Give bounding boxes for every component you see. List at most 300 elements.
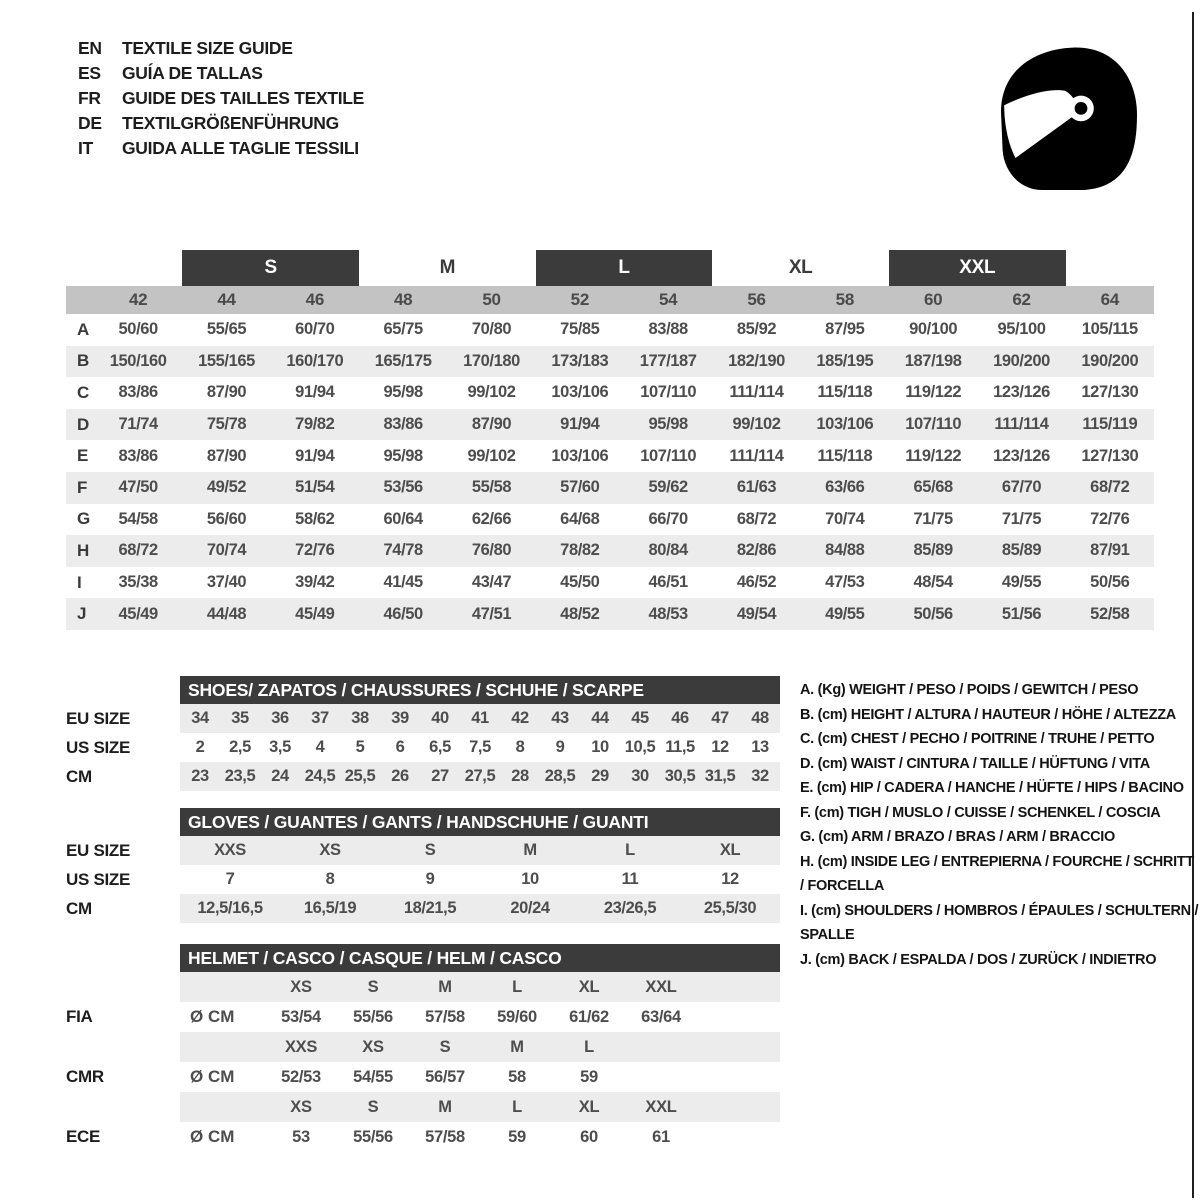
measurement-value: 60/70 xyxy=(295,320,335,339)
language-row xyxy=(78,86,364,111)
measurement-value: 185/195 xyxy=(816,351,874,370)
helmet-values-band xyxy=(180,1002,780,1032)
measurement-value: 45/49 xyxy=(118,604,158,623)
measurement-value: 85/92 xyxy=(736,320,777,339)
numeric-size: 42 xyxy=(129,290,148,309)
measurement-value: 46/52 xyxy=(736,573,777,592)
legend-item: J. (cm) BACK / ESPALDA / DOS / ZURÜCK / INDIETRO xyxy=(800,951,1157,968)
helmet-values-band xyxy=(180,1062,780,1092)
measurement-value: 60/64 xyxy=(383,509,423,528)
shoes-size-value: 48 xyxy=(751,709,769,727)
measurement-value: 95/98 xyxy=(383,383,423,402)
gloves-size-value: 9 xyxy=(425,870,435,888)
shoes-row-values xyxy=(180,733,780,762)
helmet-size-label: XXL xyxy=(645,1097,677,1116)
size-group-label: M xyxy=(439,257,456,278)
measurement-row xyxy=(66,567,1154,599)
numeric-size: 54 xyxy=(659,290,678,309)
shoes-size-value: 46 xyxy=(671,709,689,727)
language-code: FR xyxy=(78,88,101,108)
shoes-size-value: 28 xyxy=(511,767,529,785)
numeric-size: 46 xyxy=(305,290,324,309)
shoes-size-value: 40 xyxy=(431,709,449,727)
measurement-value: 39/42 xyxy=(295,573,335,592)
measurement-value: 48/53 xyxy=(648,604,688,623)
measurement-value: 83/86 xyxy=(118,446,158,465)
helmet-size-label: S xyxy=(367,1097,379,1116)
gloves-size-value: 8 xyxy=(325,870,335,888)
gloves-size-value: L xyxy=(625,841,635,859)
numeric-size: 64 xyxy=(1100,290,1119,309)
measurement-value: 182/190 xyxy=(728,351,785,370)
measurement-value: 173/183 xyxy=(551,351,609,370)
measurement-value: 75/85 xyxy=(560,320,600,339)
diameter-label: Ø CM xyxy=(190,1127,235,1146)
measurement-value: 70/80 xyxy=(471,320,512,339)
shoes-size-value: 2 xyxy=(195,738,205,756)
helmet-size-value: 63/64 xyxy=(641,1007,681,1026)
shoes-table-title: SHOES/ ZAPATOS / CHAUSSURES / SCHUHE / SCARPE xyxy=(180,676,780,704)
measurement-value: 111/114 xyxy=(729,383,784,402)
numeric-size: 60 xyxy=(924,290,943,309)
language-code: IT xyxy=(78,138,93,158)
helmet-size-value: 61 xyxy=(652,1127,670,1146)
shoes-size-value: 35 xyxy=(231,709,249,727)
measurement-value: 119/122 xyxy=(905,446,962,465)
shoes-size-value: 47 xyxy=(711,709,729,727)
measurement-row xyxy=(66,535,1154,567)
helmet-size-label: XXS xyxy=(284,1037,318,1056)
measurement-value: 58/62 xyxy=(295,509,335,528)
gloves-size-value: XXS xyxy=(214,841,246,859)
shoes-size-value: 5 xyxy=(355,738,365,756)
shoes-size-value: 32 xyxy=(751,767,769,785)
legend-item: G. (cm) ARM / BRAZO / BRAS / ARM / BRACCIO xyxy=(800,829,1115,845)
helmet-size-label: XS xyxy=(362,1037,384,1056)
measurement-row-label: H xyxy=(77,540,90,560)
shoes-size-value: 12 xyxy=(711,738,729,756)
measurement-value: 68/72 xyxy=(118,541,158,560)
measurement-value: 90/100 xyxy=(909,320,958,339)
helmet-sizes-band xyxy=(180,1032,780,1062)
racing-helmet-icon xyxy=(975,38,1155,198)
shoes-size-value: 34 xyxy=(191,709,209,727)
shoes-size-value: 28,5 xyxy=(544,767,576,785)
measurement-value: 78/82 xyxy=(560,541,600,560)
measurement-value: 46/50 xyxy=(383,604,423,623)
helmet-size-value: 59 xyxy=(508,1127,526,1146)
helmet-sizes-gutter xyxy=(66,1032,180,1062)
gloves-title-row xyxy=(66,808,780,836)
helmet-sizes-gutter xyxy=(66,1092,180,1122)
shoes-size-value: 30,5 xyxy=(664,767,696,785)
measurement-value: 107/110 xyxy=(640,446,697,465)
measurement-value: 62/66 xyxy=(471,509,512,528)
measurement-value: 91/94 xyxy=(560,415,600,434)
gloves-row-label: CM xyxy=(66,898,92,918)
measurement-value: 63/66 xyxy=(825,478,865,497)
measurement-value: 72/76 xyxy=(1090,509,1130,528)
helmet-size-label: M xyxy=(438,977,452,996)
measurement-value: 51/54 xyxy=(295,478,335,497)
measurement-row xyxy=(66,598,1154,630)
measurement-value: 103/106 xyxy=(816,415,874,434)
helmet-size-value: 57/58 xyxy=(425,1127,465,1146)
measurement-value: 47/53 xyxy=(825,573,865,592)
measurement-value: 49/55 xyxy=(1001,573,1042,592)
shoes-size-value: 44 xyxy=(591,709,609,727)
helmet-size-value: 53/54 xyxy=(281,1007,321,1026)
measurement-value: 85/89 xyxy=(913,541,953,560)
measurement-value: 64/68 xyxy=(560,509,600,528)
shoes-size-value: 24 xyxy=(271,767,289,785)
measurement-row-label: F xyxy=(77,477,88,497)
measurement-row-label: J xyxy=(77,604,87,624)
language-code: EN xyxy=(78,38,102,58)
helmet-size-value: 58 xyxy=(508,1067,526,1086)
measurement-value: 105/115 xyxy=(1081,320,1138,339)
gloves-size-value: 23/26,5 xyxy=(603,899,657,917)
measurement-value: 43/47 xyxy=(471,573,512,592)
helmet-size-value: 60 xyxy=(580,1127,598,1146)
measurement-value: 165/175 xyxy=(374,351,432,370)
gloves-size-value: 10 xyxy=(521,870,539,888)
size-group-label: L xyxy=(536,250,713,286)
measurement-value: 61/63 xyxy=(736,478,777,497)
shoes-size-value: 7,5 xyxy=(469,738,491,756)
measurement-value: 83/88 xyxy=(648,320,688,339)
measurement-value: 70/74 xyxy=(825,509,865,528)
measurement-value: 35/38 xyxy=(118,573,158,592)
measurement-value: 111/114 xyxy=(994,415,1049,434)
shoes-size-value: 2,5 xyxy=(229,738,251,756)
helmet-size-value: 56/57 xyxy=(425,1067,465,1086)
measurement-value: 99/102 xyxy=(467,383,516,402)
measurement-value: 47/51 xyxy=(471,604,512,623)
shoes-title-gutter xyxy=(66,676,180,704)
measurement-value: 87/95 xyxy=(825,320,865,339)
measurement-value: 87/90 xyxy=(471,415,512,434)
helmet-size-label: XL xyxy=(578,1097,600,1116)
measurement-value: 80/84 xyxy=(648,541,688,560)
measurement-value: 67/70 xyxy=(1001,478,1042,497)
measurement-value: 45/50 xyxy=(560,573,600,592)
measurement-value: 84/88 xyxy=(825,541,865,560)
measurement-value: 71/75 xyxy=(913,509,953,528)
helmet-size-label: M xyxy=(510,1037,524,1056)
measurement-value: 83/86 xyxy=(118,383,158,402)
gloves-size-value: 20/24 xyxy=(510,899,550,917)
measurement-row xyxy=(66,346,1154,378)
gloves-table-title: GLOVES / GUANTES / GANTS / HANDSCHUHE / GUANTI xyxy=(180,808,780,836)
shoes-size-value: 29 xyxy=(591,767,609,785)
shoes-size-value: 30 xyxy=(631,767,649,785)
helmet-title-row xyxy=(66,944,780,972)
measurement-value: 49/52 xyxy=(206,478,247,497)
measurement-value: 99/102 xyxy=(467,446,516,465)
measurement-value: 53/56 xyxy=(383,478,423,497)
shoes-size-value: 10,5 xyxy=(624,738,656,756)
shoes-size-value: 41 xyxy=(471,709,489,727)
legend-item: I. (cm) SHOULDERS / HOMBROS / ÉPAULES / SCHULTERN / SPALLE xyxy=(800,902,1199,943)
gloves-size-value: 25,5/30 xyxy=(703,899,757,917)
measurement-value: 44/48 xyxy=(206,604,247,623)
numeric-size: 52 xyxy=(570,290,589,309)
helmet-size-value: 55/56 xyxy=(353,1127,393,1146)
numeric-size: 58 xyxy=(835,290,854,309)
gloves-size-value: 16,5/19 xyxy=(303,899,357,917)
measurement-value: 95/100 xyxy=(997,320,1046,339)
shoes-title-row xyxy=(66,676,780,704)
shoes-size-value: 39 xyxy=(391,709,409,727)
helmet-sizes-row xyxy=(66,972,780,1002)
gloves-row-values xyxy=(180,865,780,894)
shoes-size-value: 3,5 xyxy=(269,738,291,756)
shoes-row xyxy=(66,733,780,762)
helmet-size-label: S xyxy=(439,1037,451,1056)
helmet-values-band xyxy=(180,1122,780,1152)
numeric-size-row xyxy=(66,286,1154,314)
legend-item: D. (cm) WAIST / CINTURA / TAILLE / HÜFTUNG / VITA xyxy=(800,755,1150,772)
shoes-size-value: 36 xyxy=(271,709,289,727)
page-edge-rule xyxy=(1192,12,1194,1198)
helmet-size-label: XL xyxy=(578,977,600,996)
shoes-row-label: EU SIZE xyxy=(66,708,131,728)
gloves-row xyxy=(66,865,780,894)
measurement-value: 99/102 xyxy=(732,415,781,434)
helmet-sizes-row xyxy=(66,1092,780,1122)
helmet-size-label: L xyxy=(512,1097,522,1116)
helmet-size-value: 53 xyxy=(292,1127,310,1146)
measurement-value: 115/118 xyxy=(817,446,873,465)
size-group-label: S xyxy=(182,250,359,286)
measurement-value: 66/70 xyxy=(648,509,688,528)
measurement-value: 87/90 xyxy=(206,383,247,402)
measurement-value: 115/119 xyxy=(1082,415,1138,434)
helmet-size-value: 59/60 xyxy=(497,1007,537,1026)
measurement-row xyxy=(66,377,1154,409)
size-group-label: XXL xyxy=(889,250,1066,286)
measurement-value: 50/56 xyxy=(913,604,953,623)
shoes-size-value: 27,5 xyxy=(464,767,496,785)
shoes-size-value: 25,5 xyxy=(344,767,376,785)
language-code: ES xyxy=(78,63,101,83)
measurement-value: 111/114 xyxy=(729,446,784,465)
size-group-label: XL xyxy=(788,257,813,278)
helmet-size-label: XXL xyxy=(645,977,677,996)
helmet-size-label: L xyxy=(512,977,522,996)
measurement-value: 85/89 xyxy=(1001,541,1042,560)
numeric-size: 44 xyxy=(217,290,236,309)
measurement-value: 72/76 xyxy=(295,541,335,560)
helmet-sizes-band xyxy=(180,1092,780,1122)
guide-title: GUIDA ALLE TAGLIE TESSILI xyxy=(122,138,359,158)
measurement-value: 83/86 xyxy=(383,415,423,434)
gloves-size-value: 18/21,5 xyxy=(403,899,457,917)
language-row xyxy=(78,36,364,61)
measurement-row-label: G xyxy=(77,509,91,529)
measurement-value: 79/82 xyxy=(295,415,335,434)
shoes-size-value: 4 xyxy=(315,738,325,756)
measurement-value: 50/60 xyxy=(118,320,158,339)
measurement-value: 48/54 xyxy=(913,573,953,592)
measurement-value: 37/40 xyxy=(206,573,247,592)
measurement-value: 55/65 xyxy=(206,320,247,339)
shoes-size-value: 23 xyxy=(191,767,209,785)
measurement-value: 71/75 xyxy=(1001,509,1042,528)
textile-size-table xyxy=(66,250,1154,630)
gloves-size-value: 12 xyxy=(721,870,739,888)
measurement-value: 57/60 xyxy=(560,478,600,497)
size-group-row xyxy=(66,250,1154,286)
legend-item: B. (cm) HEIGHT / ALTURA / HAUTEUR / HÖHE / ALTEZZA xyxy=(800,706,1176,723)
gloves-size-value: XL xyxy=(719,841,741,859)
measurement-value: 95/98 xyxy=(383,446,423,465)
shoes-size-table xyxy=(66,676,780,791)
gloves-row xyxy=(66,894,780,923)
measurement-value: 46/51 xyxy=(648,573,688,592)
language-code: DE xyxy=(78,113,102,133)
shoes-row-values xyxy=(180,762,780,791)
diameter-label: Ø CM xyxy=(190,1067,235,1086)
language-row xyxy=(78,61,364,86)
measurement-value: 51/56 xyxy=(1001,604,1042,623)
measurement-value: 87/91 xyxy=(1090,541,1130,560)
shoes-size-value: 24,5 xyxy=(304,767,336,785)
gloves-row-values xyxy=(180,894,780,923)
shoes-size-value: 23,5 xyxy=(224,767,256,785)
measurement-value: 82/86 xyxy=(736,541,777,560)
language-header xyxy=(78,36,364,161)
measurement-value: 50/56 xyxy=(1090,573,1130,592)
measurement-row xyxy=(66,472,1154,504)
helmet-standard-label: CMR xyxy=(66,1067,104,1086)
measurement-value: 52/58 xyxy=(1090,604,1130,623)
measurement-value: 49/54 xyxy=(736,604,777,623)
measurement-value: 119/122 xyxy=(905,383,962,402)
measurement-value: 155/165 xyxy=(198,351,255,370)
measurement-row xyxy=(66,504,1154,536)
gloves-row-values xyxy=(180,836,780,865)
guide-title: GUIDE DES TAILLES TEXTILE xyxy=(122,88,365,108)
helmet-table-title: HELMET / CASCO / CASQUE / HELM / CASCO xyxy=(180,944,780,972)
measurement-legend xyxy=(800,678,1200,972)
numeric-size: 48 xyxy=(394,290,413,309)
measurement-value: 68/72 xyxy=(1090,478,1130,497)
measurement-value: 48/52 xyxy=(560,604,600,623)
measurement-value: 41/45 xyxy=(383,573,423,592)
measurement-value: 150/160 xyxy=(109,351,167,370)
measurement-value: 70/74 xyxy=(206,541,247,560)
measurement-value: 127/130 xyxy=(1081,446,1139,465)
language-row xyxy=(78,136,364,161)
measurement-row xyxy=(66,314,1154,346)
guide-title: GUÍA DE TALLAS xyxy=(122,63,263,83)
guide-title: TEXTILGRÖßENFÜHRUNG xyxy=(122,113,339,133)
measurement-value: 177/187 xyxy=(639,351,697,370)
helmet-standard-label: FIA xyxy=(66,1007,93,1026)
measurement-value: 76/80 xyxy=(471,541,512,560)
shoes-size-value: 6 xyxy=(395,738,405,756)
measurement-row-label: B xyxy=(77,351,90,371)
shoes-size-value: 8 xyxy=(515,738,525,756)
helmet-values-row xyxy=(66,1122,780,1152)
helmet-size-value: 54/55 xyxy=(353,1067,393,1086)
measurement-row-label: I xyxy=(77,572,82,592)
helmet-title-gutter xyxy=(66,944,180,972)
measurement-value: 49/55 xyxy=(825,604,865,623)
numeric-size: 56 xyxy=(747,290,766,309)
legend-item: F. (cm) TIGH / MUSLO / CUISSE / SCHENKEL / COSCIA xyxy=(800,804,1161,821)
shoes-size-value: 6,5 xyxy=(429,738,451,756)
helmet-size-label: M xyxy=(438,1097,452,1116)
gloves-row xyxy=(66,836,780,865)
gloves-size-value: 11 xyxy=(621,870,639,888)
helmet-size-value: 61/62 xyxy=(569,1007,609,1026)
guide-title: TEXTILE SIZE GUIDE xyxy=(122,38,293,58)
measurement-value: 160/170 xyxy=(286,351,344,370)
measurement-value: 91/94 xyxy=(295,446,335,465)
shoes-size-value: 31,5 xyxy=(704,767,736,785)
gloves-row-label: EU SIZE xyxy=(66,840,131,860)
helmet-sizes-gutter xyxy=(66,972,180,1002)
numeric-size: 62 xyxy=(1012,290,1031,309)
measurement-value: 187/198 xyxy=(904,351,962,370)
helmet-size-value: 59 xyxy=(580,1067,598,1086)
gloves-size-value: XS xyxy=(319,841,341,859)
helmet-size-label: L xyxy=(584,1037,594,1056)
helmet-values-row xyxy=(66,1062,780,1092)
measurement-value: 45/49 xyxy=(295,604,335,623)
measurement-value: 74/78 xyxy=(383,541,423,560)
shoes-size-value: 26 xyxy=(391,767,409,785)
shoes-size-value: 13 xyxy=(751,738,769,756)
measurement-value: 71/74 xyxy=(118,415,158,434)
shoes-size-value: 27 xyxy=(431,767,449,785)
measurement-value: 190/200 xyxy=(1081,351,1139,370)
measurement-value: 87/90 xyxy=(206,446,247,465)
measurement-value: 68/72 xyxy=(736,509,777,528)
shoes-size-value: 43 xyxy=(551,709,569,727)
measurement-value: 54/58 xyxy=(118,509,158,528)
measurement-value: 103/106 xyxy=(551,446,609,465)
measurement-value: 56/60 xyxy=(206,509,247,528)
measurement-row xyxy=(66,409,1154,441)
shoes-row xyxy=(66,762,780,791)
legend-item: E. (cm) HIP / CADERA / HANCHE / HÜFTE / HIPS / BACINO xyxy=(800,780,1184,796)
measurement-value: 103/106 xyxy=(551,383,609,402)
helmet-size-value: 57/58 xyxy=(425,1007,465,1026)
measurement-row-label: A xyxy=(77,319,90,339)
gloves-size-value: M xyxy=(523,841,537,859)
measurement-value: 127/130 xyxy=(1081,383,1139,402)
measurement-value: 107/110 xyxy=(905,415,962,434)
measurement-value: 65/75 xyxy=(383,320,423,339)
gloves-size-table xyxy=(66,808,780,923)
gloves-size-value: S xyxy=(424,841,436,859)
measurement-value: 65/68 xyxy=(913,478,953,497)
shoes-size-value: 38 xyxy=(351,709,369,727)
legend-item: A. (Kg) WEIGHT / PESO / POIDS / GEWITCH / PESO xyxy=(800,682,1139,698)
measurement-value: 107/110 xyxy=(640,383,697,402)
measurement-value: 75/78 xyxy=(206,415,247,434)
measurement-value: 55/58 xyxy=(471,478,512,497)
helmet-size-label: S xyxy=(367,977,379,996)
shoes-row xyxy=(66,704,780,733)
language-row xyxy=(78,111,364,136)
measurement-value: 123/126 xyxy=(993,446,1050,465)
measurement-row-label: C xyxy=(77,382,90,402)
